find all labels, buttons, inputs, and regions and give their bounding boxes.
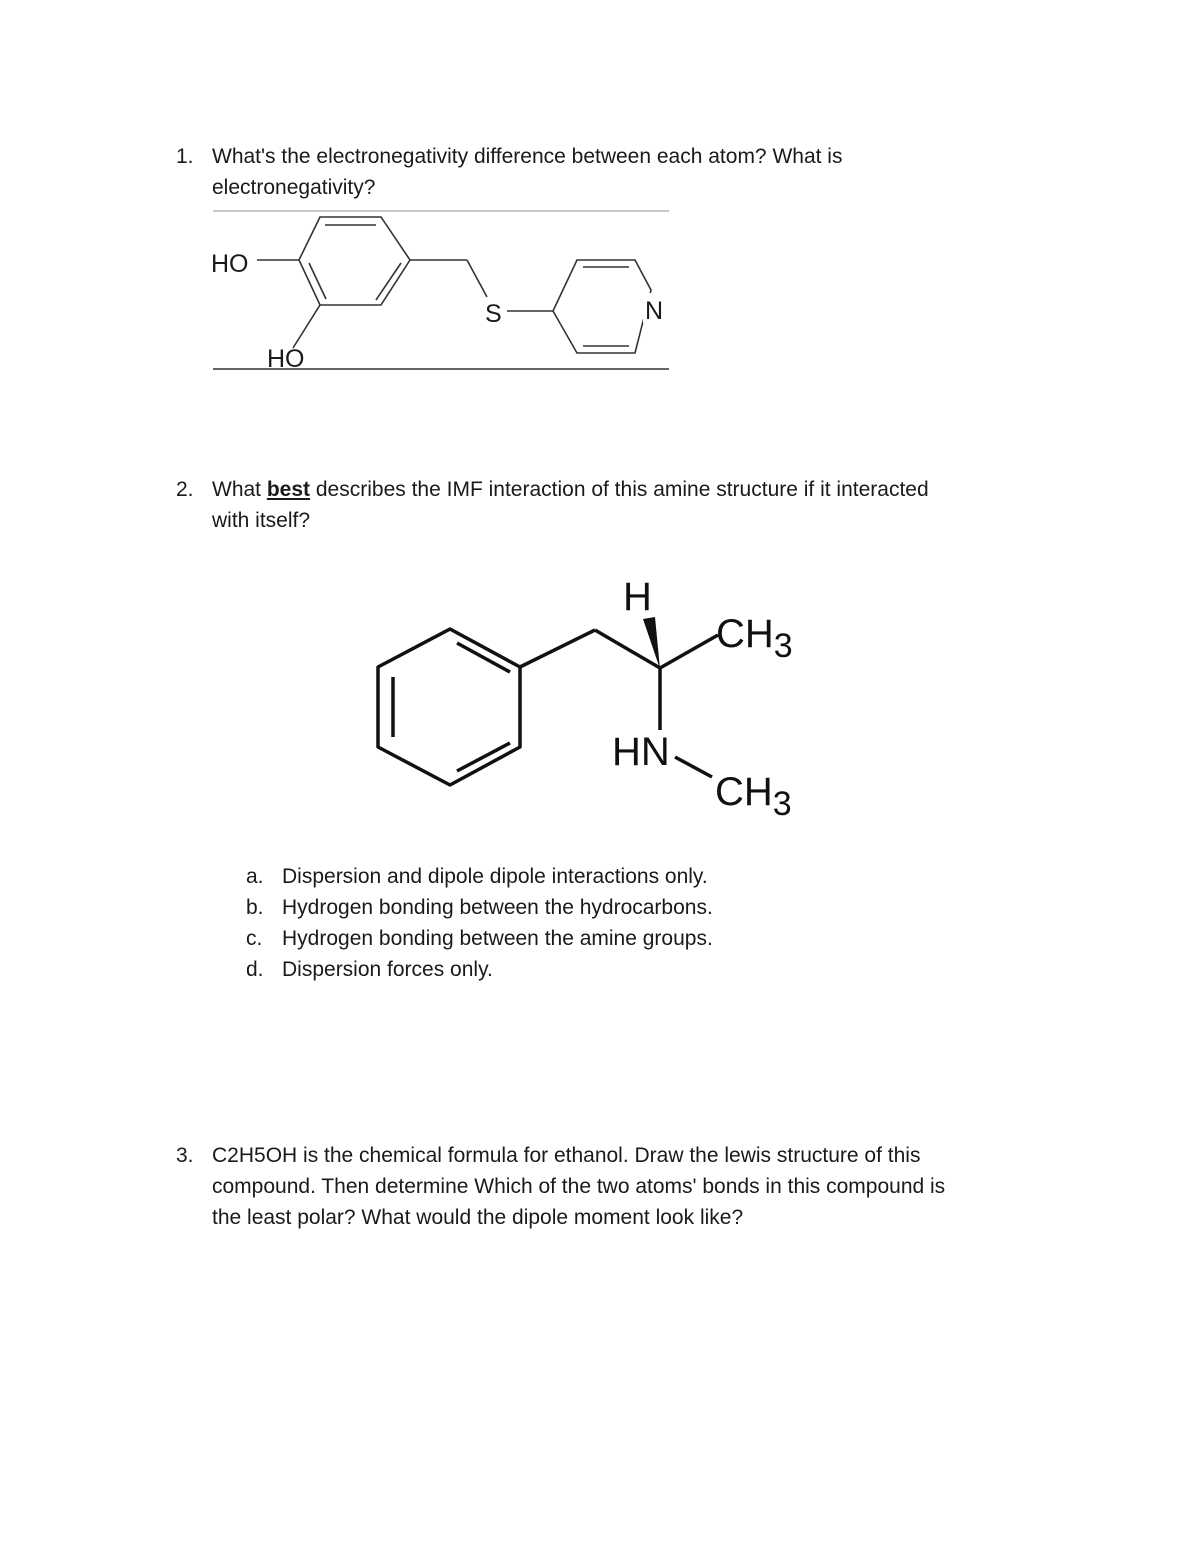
molecule-2-ch3-bottom-main: CH <box>715 770 773 814</box>
molecule-1-label-n: N <box>645 297 664 325</box>
question-2-text <box>212 474 929 536</box>
question-1-line-1: What's the electronegativity difference between each atom? What is <box>212 145 843 168</box>
question-2-line-1-post: describes the IMF interaction of this amine structure if it interacted <box>310 478 929 501</box>
question-3-line-2: compound. Then determine Which of the two atoms' bonds in this compound is <box>212 1175 946 1198</box>
molecule-2-ch3-top-main: CH <box>716 612 774 656</box>
molecule-2-label-h: H <box>623 575 652 619</box>
question-3-line-1: C2H5OH is the chemical formula for ethanol. Draw the lewis structure of this <box>212 1144 921 1167</box>
molecule-2-label-hn: HN <box>612 730 670 774</box>
question-2-options <box>246 861 946 985</box>
option-b <box>246 892 946 923</box>
option-text: Hydrogen bonding between the amine groups. <box>282 927 713 950</box>
molecule-1-label-s: S <box>485 300 502 328</box>
option-text: Dispersion forces only. <box>282 958 493 981</box>
option-letter: d. <box>246 958 264 981</box>
question-1-text <box>212 141 842 203</box>
option-text: Dispersion and dipole dipole interactions only. <box>282 865 708 888</box>
option-c <box>246 923 946 954</box>
question-3-text <box>212 1140 945 1233</box>
option-letter: c. <box>246 927 263 950</box>
option-text: Hydrogen bonding between the hydrocarbons. <box>282 896 713 919</box>
question-1-number: 1. <box>176 145 194 168</box>
question-2-line-1-pre: What <box>212 478 267 501</box>
molecule-2-label-ch3-bottom <box>715 770 792 823</box>
option-letter: a. <box>246 865 264 888</box>
question-2-line-1 <box>212 474 929 505</box>
molecule-1-structure <box>205 205 680 380</box>
question-2-emphasis: best <box>266 478 311 501</box>
question-2-number: 2. <box>176 478 194 501</box>
option-letter: b. <box>246 896 264 919</box>
option-a <box>246 861 946 892</box>
question-2 <box>176 474 1056 536</box>
molecule-1-bonds <box>257 217 651 353</box>
question-3-number: 3. <box>176 1144 194 1167</box>
question-3-line-3: the least polar? What would the dipole moment look like? <box>212 1206 744 1229</box>
question-3 <box>176 1140 1076 1233</box>
question-1 <box>176 141 1036 203</box>
molecule-2-structure <box>360 565 840 825</box>
option-d <box>246 954 946 985</box>
molecule-2-ch3-top-sub: 3 <box>773 627 793 665</box>
question-2-line-2: with itself? <box>212 509 311 532</box>
molecule-1-label-ho-bottom: HO <box>267 345 305 373</box>
molecule-1-label-ho-top: HO <box>211 250 249 278</box>
molecule-2-label-ch3-top <box>716 612 793 665</box>
question-1-line-2: electronegativity? <box>212 176 376 199</box>
molecule-2-ch3-bottom-sub: 3 <box>772 785 792 823</box>
